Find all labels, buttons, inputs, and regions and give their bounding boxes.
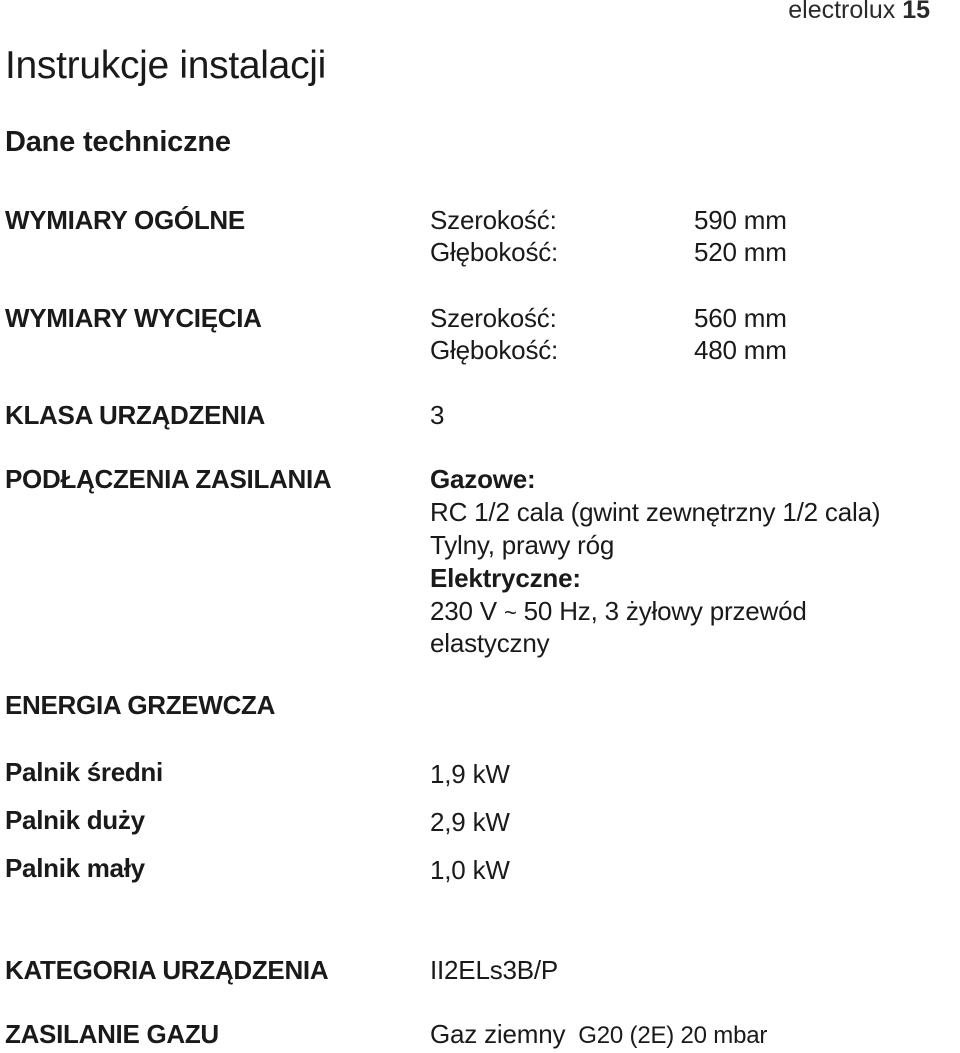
electric-connection-cable-type: elastyczny: [430, 628, 550, 658]
general-depth-value: 520 mm: [694, 237, 787, 267]
general-depth-label: Głębokość:: [430, 237, 559, 267]
appliance-class-value: 3: [430, 400, 445, 430]
burner-large-label: Palnik duży: [5, 805, 145, 835]
electric-voltage: 230 V: [430, 596, 497, 626]
gas-supply-label: ZASILANIE GAZU: [5, 1019, 219, 1049]
appliance-category-value: II2ELs3B/P: [430, 955, 559, 985]
burner-small-label: Palnik mały: [5, 853, 145, 883]
burner-large-value: 2,9 kW: [430, 807, 510, 837]
burner-medium-value: 1,9 kW: [430, 759, 510, 789]
ac-tilde-symbol: ~: [503, 600, 517, 625]
cutout-width-value: 560 mm: [694, 303, 787, 333]
gas-connection-thread: RC 1/2 cala (gwint zewnętrzny 1/2 cala): [430, 497, 881, 527]
gas-supply-type: Gaz ziemny: [430, 1019, 566, 1049]
cutout-width-label: Szerokość:: [430, 303, 557, 333]
general-width-label: Szerokość:: [430, 205, 557, 235]
cutout-depth-value: 480 mm: [694, 335, 787, 365]
gas-connection-heading: Gazowe:: [430, 464, 536, 494]
cutout-depth-label: Głębokość:: [430, 335, 559, 365]
gas-connection-location: Tylny, prawy róg: [430, 530, 615, 560]
appliance-category-label: KATEGORIA URZĄDZENIA: [5, 955, 329, 985]
general-width-value: 590 mm: [694, 205, 787, 235]
burner-medium-label: Palnik średni: [5, 757, 163, 787]
electric-connection-heading: Elektryczne:: [430, 563, 581, 593]
general-dimensions-label: WYMIARY OGÓLNE: [5, 205, 245, 235]
gas-supply-value: [430, 1019, 767, 1050]
burner-small-value: 1,0 kW: [430, 855, 510, 885]
appliance-class-label: KLASA URZĄDZENIA: [5, 400, 265, 430]
page-header: [788, 0, 930, 25]
section-subtitle: Dane techniczne: [5, 126, 231, 158]
page-number: 15: [902, 0, 930, 24]
gas-supply-detail: G20 (2E) 20 mbar: [578, 1022, 768, 1049]
brand-name: electrolux: [788, 0, 896, 24]
cutout-dimensions-label: WYMIARY WYCIĘCIA: [5, 303, 262, 333]
supply-connections-label: PODŁĄCZENIA ZASILANIA: [5, 464, 332, 494]
heating-energy-label: ENERGIA GRZEWCZA: [5, 690, 276, 720]
page-title: Instrukcje instalacji: [5, 44, 326, 87]
electric-frequency-cable: 50 Hz, 3 żyłowy przewód: [523, 596, 807, 626]
electric-connection-spec: [430, 596, 807, 627]
